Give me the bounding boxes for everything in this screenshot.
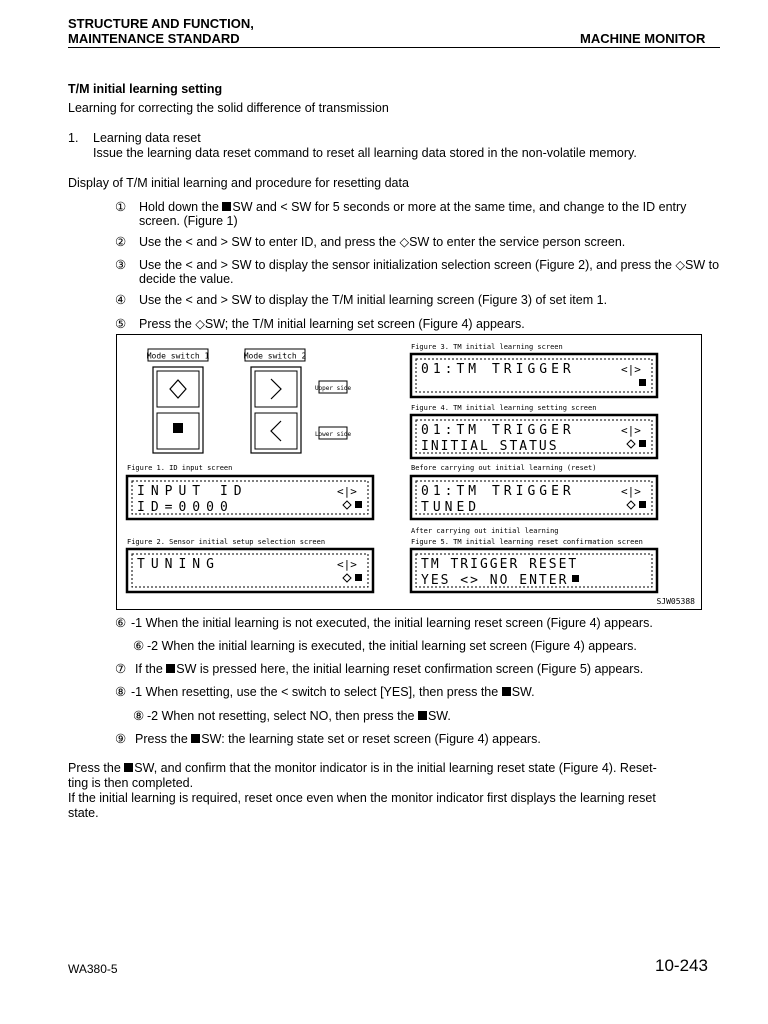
step-number: ③ [115,258,127,272]
step-number: ② [115,235,127,249]
black-square-icon [639,379,646,386]
closing-line-2: ting is then completed. [68,776,194,790]
black-square-icon [502,687,511,696]
lower-side-label: Lower side [314,431,352,438]
diamond-icon [343,501,351,509]
step-number: ④ [115,293,127,307]
chevron-right-icon [271,379,281,399]
fig1-label: Figure 1. ID input screen [127,464,233,472]
chevron-left-right-icon: <|> [337,558,357,571]
fig3-lcd [411,354,657,397]
fig4-row1: 01:TM TRIGGER [421,423,575,438]
black-square-icon [355,574,362,581]
item1-title: Learning data reset [93,131,201,145]
before-label: Before carrying out initial learning (reset) [411,464,597,472]
black-square-icon [572,575,579,582]
chevron-left-right-icon: <|> [621,363,641,376]
fig1-row2: ID=0000 [137,500,234,515]
black-square-icon [173,423,183,433]
item1-number: 1. [68,131,79,145]
black-square-icon [222,202,231,211]
chevron-left-right-icon: <|> [621,485,641,498]
step-number: ① [115,200,127,214]
before-lcd [411,476,657,519]
chevron-left-icon [271,421,281,441]
before-row2: TUNED [421,500,481,515]
fig5-lcd [411,549,657,592]
figure-svg [117,335,703,611]
mode-switch-2 [251,367,301,453]
closing-line-4: state. [68,806,99,820]
step-text: Hold down the SW and < SW for 5 seconds or more at the same time, and change to the ID entry screen. (Figure 1) [139,200,687,228]
step-text: -1 When the initial learning is not executed, the initial learning reset screen (Figure 4) appears. [131,616,653,630]
diamond-icon [627,440,635,448]
step-text: -2 When the initial learning is executed, the initial learning set screen (Figure 4) appears. [147,639,637,653]
chevron-left-right-icon: <|> [337,485,357,498]
after-label: After carrying out initial learning [411,527,559,535]
step-text: If the SW is pressed here, the initial learning reset confirmation screen (Figure 5) appears. [135,662,644,676]
fig4-label: Figure 4. TM initial learning setting screen [411,404,597,412]
step-number: ⑦ [115,662,127,676]
fig1-lcd [127,476,373,519]
step-text: -2 When not resetting, select NO, then press the SW. [147,709,451,723]
fig5-label: Figure 5. TM initial learning reset confirmation screen [411,538,643,546]
monitor-figure [116,334,702,610]
step-text: -1 When resetting, use the < switch to select [YES], then press the SW. [131,685,535,699]
section-subtitle: Learning for correcting the solid difference of transmission [68,101,389,115]
fig5-row1: TM TRIGGER RESET [421,557,579,572]
diamond-icon [170,380,186,398]
step-text: Press the ◇SW; the T/M initial learning set screen (Figure 4) appears. [139,317,525,331]
diamond-icon [343,574,351,582]
step-text: Press the SW: the learning state set or reset screen (Figure 4) appears. [135,732,541,746]
step-number: ⑨ [115,732,127,746]
fig4-lcd [411,415,657,458]
fig3-label: Figure 3. TM initial learning screen [411,343,563,351]
footer-page-number: 10-243 [655,956,708,975]
fig2-row1: TUNING [137,557,220,572]
black-square-icon [191,734,200,743]
header-rule [68,47,720,48]
fig2-lcd [127,549,373,592]
header-title-line2: MAINTENANCE STANDARD [68,31,240,46]
closing-line-1: Press the SW, and confirm that the monitor indicator is in the initial learning reset state (Figure 4). Reset- [68,761,657,775]
step-text: Use the < and > SW to enter ID, and press the ◇SW to enter the service person screen. [139,235,626,249]
mode-switch-1-label: Mode switch 1 [146,351,210,361]
step-number: ⑤ [115,317,127,331]
step-text: Use the < and > SW to display the sensor initialization selection screen (Figure 2), and press the ◇SW to decide the value. [139,258,720,286]
diamond-icon [627,501,635,509]
upper-side-label: Upper side [314,385,352,392]
header-section-name: MACHINE MONITOR [580,31,706,46]
display-heading: Display of T/M initial learning and procedure for resetting data [68,176,409,190]
fig3-row1: 01:TM TRIGGER [421,362,575,377]
fig5-row2: YES <> NO ENTER [421,573,569,588]
item1-text: Issue the learning data reset command to reset all learning data stored in the non-volatile memory. [93,146,637,160]
figure-code: SJW05388 [656,597,695,606]
step-number: ⑥ [115,616,127,630]
step-number: ⑥ [133,639,145,653]
chevron-left-right-icon: <|> [621,424,641,437]
closing-line-3: If the initial learning is required, reset once even when the monitor indicator first displays the learning reset [68,791,656,805]
fig4-row2: INITIAL STATUS [421,439,559,454]
step-number: ⑧ [115,685,127,699]
mode-switch-2-label: Mode switch 2 [243,351,307,361]
footer-model: WA380-5 [68,962,118,976]
fig2-label: Figure 2. Sensor initial setup selection screen [127,538,326,546]
before-row1: 01:TM TRIGGER [421,484,575,499]
header-title-line1: STRUCTURE AND FUNCTION, [68,16,254,31]
fig1-row1: INPUT ID [137,484,248,499]
black-square-icon [418,711,427,720]
black-square-icon [166,664,175,673]
black-square-icon [639,501,646,508]
black-square-icon [355,501,362,508]
black-square-icon [124,763,133,772]
step-number: ⑧ [133,709,145,723]
section-title: T/M initial learning setting [68,82,223,96]
mode-switch-1 [153,367,203,453]
step-text: Use the < and > SW to display the T/M initial learning screen (Figure 3) of set item 1. [139,293,608,307]
black-square-icon [639,440,646,447]
